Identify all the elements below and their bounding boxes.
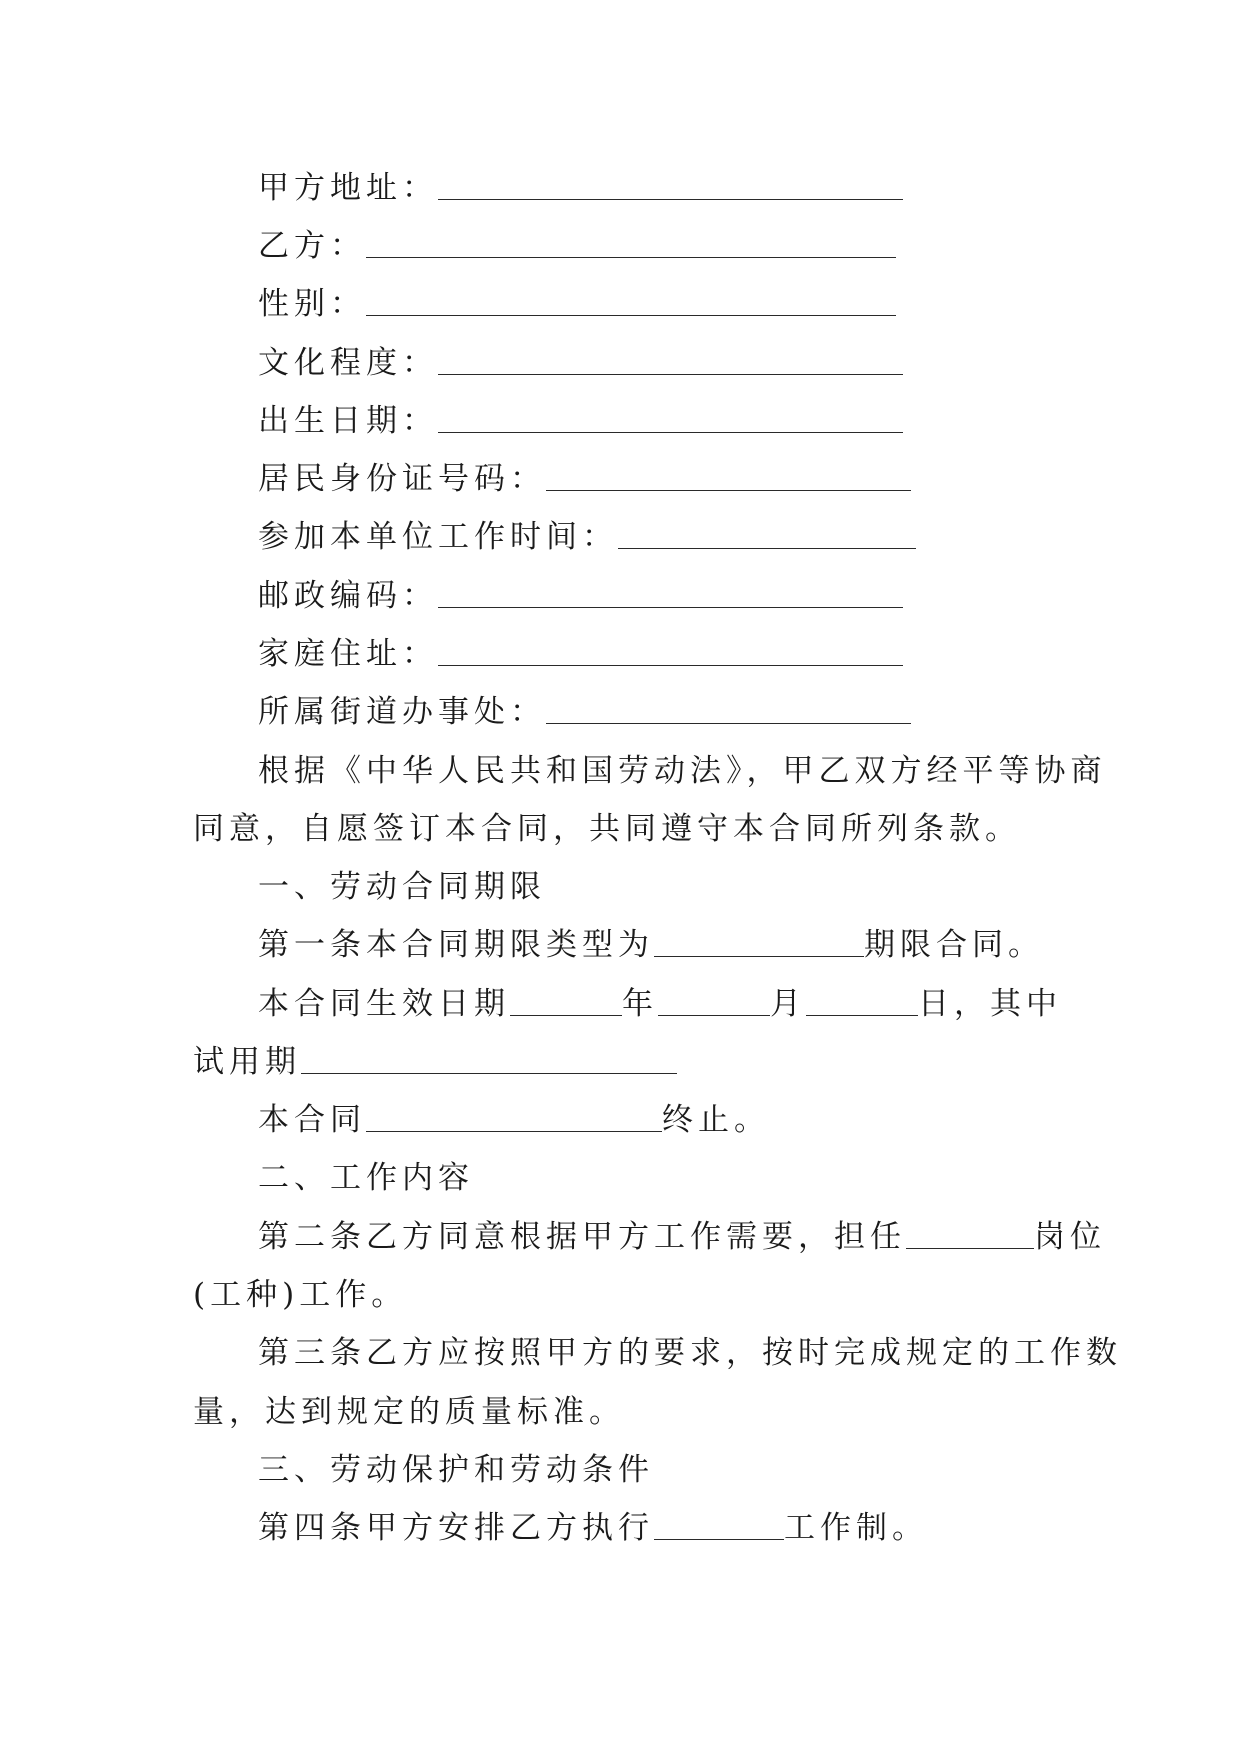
field-education xyxy=(258,343,903,383)
field-party-b xyxy=(258,226,896,266)
article-text: 工作制。 xyxy=(784,1510,928,1546)
fill-blank xyxy=(806,1014,918,1016)
fill-blank xyxy=(906,1247,1034,1249)
article-text: 第二条乙方同意根据甲方工作需要，担任 xyxy=(258,1219,906,1255)
preamble-line-2: 同意，自愿签订本合同，共同遵守本合同所列条款。 xyxy=(193,811,1021,847)
fill-blank xyxy=(366,1130,662,1132)
article-text: 第一条本合同期限类型为 xyxy=(258,927,654,963)
fill-blank xyxy=(366,314,896,316)
field-gender xyxy=(258,284,896,324)
field-label: 所属街道办事处： xyxy=(258,694,546,730)
field-label: 性别： xyxy=(258,286,366,322)
article-text: 岗位 xyxy=(1034,1219,1106,1255)
term-end-line xyxy=(258,1100,770,1140)
section-2-heading: 二、工作内容 xyxy=(258,1160,474,1196)
article-text: 本合同 xyxy=(258,1102,366,1138)
field-label: 甲方地址： xyxy=(258,170,438,206)
field-label: 参加本单位工作时间： xyxy=(258,519,618,555)
fill-blank xyxy=(654,955,864,957)
year-label: 年 xyxy=(622,986,658,1022)
field-party-a-address xyxy=(258,168,903,208)
field-home-address xyxy=(258,634,903,674)
fill-blank xyxy=(658,1014,770,1016)
fill-blank xyxy=(654,1538,784,1540)
section-3-heading: 三、劳动保护和劳动条件 xyxy=(258,1452,654,1488)
article-4 xyxy=(258,1508,928,1548)
section-1-heading: 一、劳动合同期限 xyxy=(258,869,546,905)
article-text: 试用期 xyxy=(193,1044,301,1080)
field-label: 乙方： xyxy=(258,228,366,264)
day-label: 日，其中 xyxy=(918,986,1062,1022)
field-join-date xyxy=(258,517,916,557)
article-2-line-2: (工种)工作。 xyxy=(193,1277,408,1313)
fill-blank xyxy=(546,489,911,491)
article-text: 终止。 xyxy=(662,1102,770,1138)
article-3-line-1: 第三条乙方应按照甲方的要求，按时完成规定的工作数 xyxy=(258,1335,1122,1371)
preamble-line-1: 根据《中华人民共和国劳动法》，甲乙双方经平等协商 xyxy=(258,753,1107,789)
fill-blank xyxy=(366,256,896,258)
article-2 xyxy=(258,1217,1106,1257)
article-3-line-2: 量，达到规定的质量标准。 xyxy=(193,1394,625,1430)
effective-date-line xyxy=(258,984,1062,1024)
article-1 xyxy=(258,925,1044,965)
field-postal-code xyxy=(258,576,903,616)
month-label: 月 xyxy=(770,986,806,1022)
field-label: 文化程度： xyxy=(258,345,438,381)
probation-line xyxy=(193,1042,677,1082)
fill-blank xyxy=(438,431,903,433)
fill-blank xyxy=(438,606,903,608)
fill-blank xyxy=(546,722,911,724)
article-text: 期限合同。 xyxy=(864,927,1044,963)
field-id-number xyxy=(258,459,911,499)
field-label: 出生日期： xyxy=(258,403,438,439)
field-birth-date xyxy=(258,401,903,441)
fill-blank xyxy=(510,1014,622,1016)
field-label: 邮政编码： xyxy=(258,578,438,614)
article-text: 本合同生效日期 xyxy=(258,986,510,1022)
article-text: 第四条甲方安排乙方执行 xyxy=(258,1510,654,1546)
fill-blank xyxy=(438,664,903,666)
field-sub-district xyxy=(258,692,911,732)
fill-blank xyxy=(301,1072,677,1074)
fill-blank xyxy=(438,198,903,200)
field-label: 家庭住址： xyxy=(258,636,438,672)
fill-blank xyxy=(618,547,916,549)
field-label: 居民身份证号码： xyxy=(258,461,546,497)
fill-blank xyxy=(438,373,903,375)
